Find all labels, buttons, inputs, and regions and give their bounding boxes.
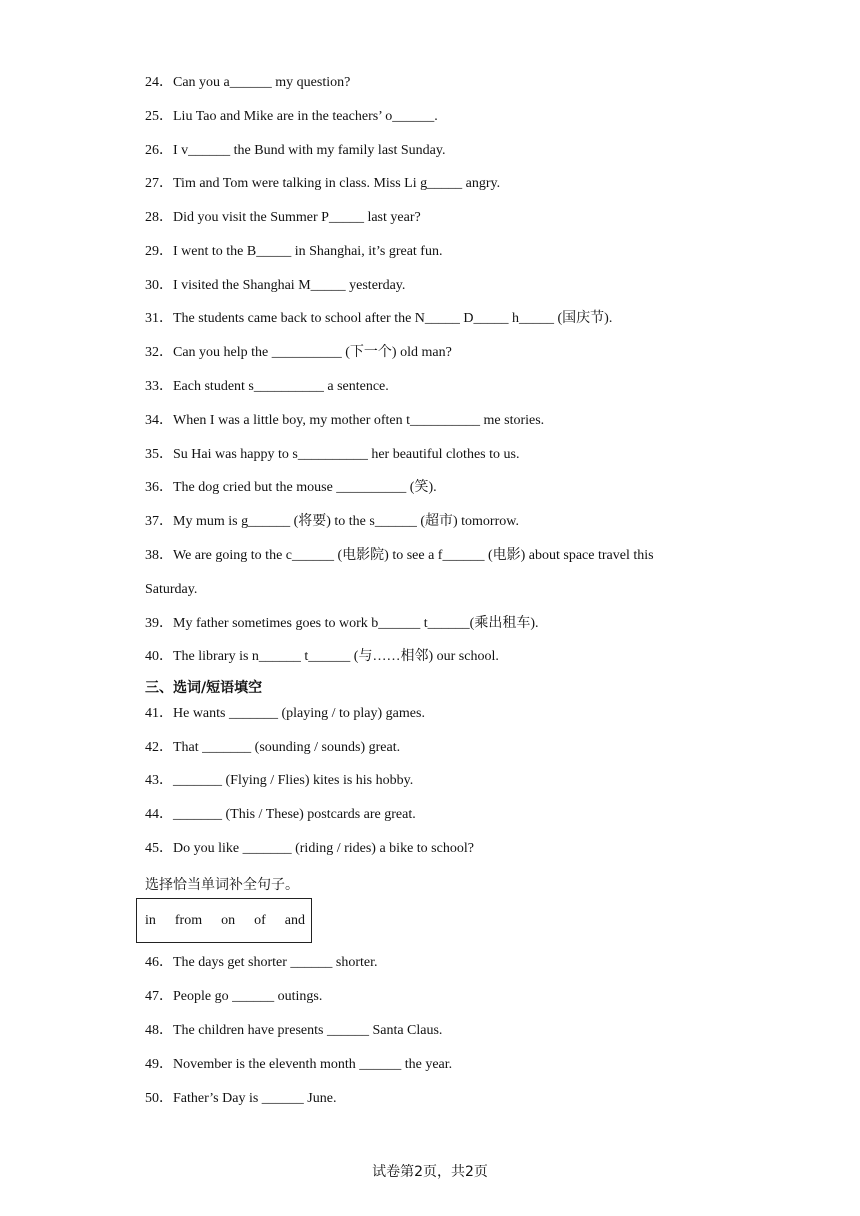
question-45: 45．Do you like _______ (riding / rides) a bike to school? (145, 841, 474, 856)
question-38-continuation: Saturday. (145, 582, 198, 597)
question-39: 39．My father sometimes goes to work b______ t______(乘出租车). (145, 616, 539, 631)
question-25: 25．Liu Tao and Mike are in the teachers’ o______. (145, 109, 438, 124)
question-47: 47．People go ______ outings. (145, 989, 323, 1004)
word-option: of (254, 912, 266, 928)
question-42: 42．That _______ (sounding / sounds) great. (145, 740, 401, 755)
question-27: 27．Tim and Tom were talking in class. Miss Li g_____ angry. (145, 176, 501, 191)
question-32: 32．Can you help the __________ (下一个) old man? (145, 345, 452, 360)
word-option: in (145, 912, 156, 928)
question-49: 49．November is the eleventh month ______ the year. (145, 1057, 453, 1072)
question-38: 38．We are going to the c______ (电影院) to see a f______ (电影) about space travel this (145, 548, 654, 563)
word-option: from (174, 912, 203, 928)
section-title: 三、选词/短语填空 (145, 680, 263, 696)
question-31: 31．The students came back to school after the N_____ D_____ h_____ (国庆节). (145, 311, 613, 326)
word-option: and (284, 912, 305, 928)
question-50: 50．Father’s Day is ______ June. (145, 1091, 337, 1106)
word-option: on (221, 912, 236, 928)
question-43: 43．_______ (Flying / Flies) kites is his hobby. (145, 773, 414, 788)
question-24: 24．Can you a______ my question? (145, 75, 351, 90)
question-29: 29．I went to the B_____ in Shanghai, it’s great fun. (145, 244, 443, 259)
page-footer: 试卷第2页，共2页 (372, 1164, 488, 1180)
question-46: 46．The days get shorter ______ shorter. (145, 955, 378, 970)
question-28: 28．Did you visit the Summer P_____ last year? (145, 210, 421, 225)
word-box (136, 898, 312, 943)
question-37: 37．My mum is g______ (将要) to the s______ (超市) tomorrow. (145, 514, 519, 529)
question-34: 34．When I was a little boy, my mother often t__________ me stories. (145, 413, 545, 428)
question-41: 41．He wants _______ (playing / to play) games. (145, 706, 425, 721)
question-26: 26．I v______ the Bund with my family last Sunday. (145, 143, 446, 158)
instruction-text: 选择恰当单词补全句子。 (145, 877, 299, 893)
question-35: 35．Su Hai was happy to s__________ her beautiful clothes to us. (145, 447, 520, 462)
question-40: 40．The library is n______ t______ (与……相邻) our school. (145, 649, 499, 664)
question-36: 36．The dog cried but the mouse __________ (笑). (145, 480, 437, 495)
question-44: 44．_______ (This / These) postcards are great. (145, 807, 416, 822)
question-48: 48．The children have presents ______ Santa Claus. (145, 1023, 443, 1038)
question-33: 33．Each student s__________ a sentence. (145, 379, 389, 394)
question-30: 30．I visited the Shanghai M_____ yesterday. (145, 278, 406, 293)
